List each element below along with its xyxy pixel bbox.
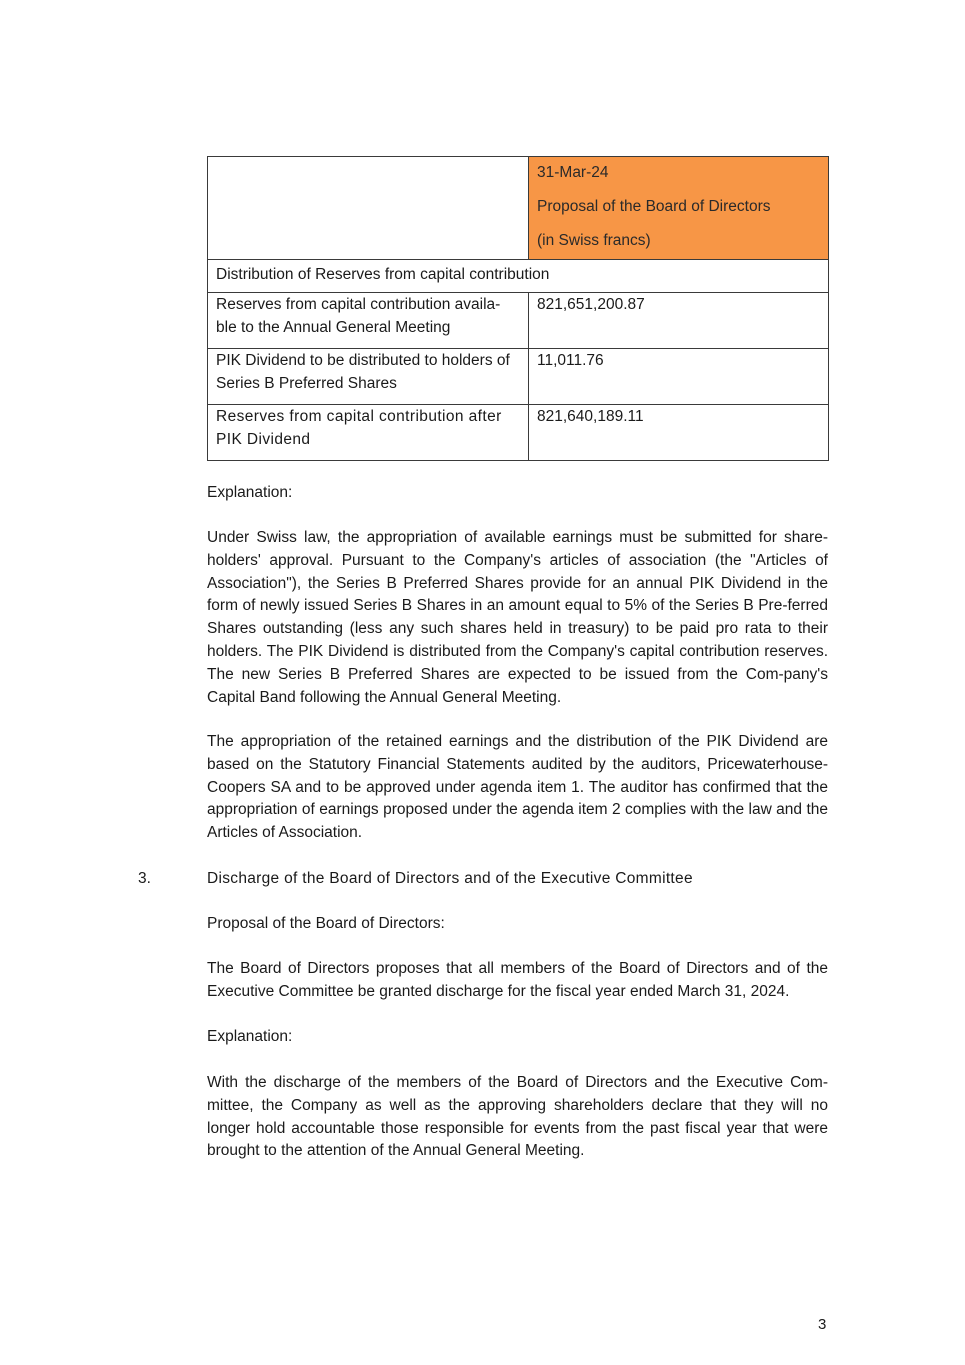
table-header-row (208, 157, 829, 260)
table-row-value: 821,651,200.87 (529, 293, 829, 349)
explanation-heading-text: Explanation: (207, 1028, 293, 1045)
table-row-label-line: Series B Preferred Shares (216, 375, 397, 392)
table-row-label (208, 405, 529, 461)
paragraph-text: Under Swiss law, the appropriation of available earnings must be submitted for share-holders' approval. Pursuant to the Company's articles of association (the "Articles of Association"), the Series B Preferred Shares provide for an annual PIK Dividend in the form of newly issued Series B Shares in an amount equal to 5% of the Series B Pre-ferred Shares outstanding (less any such shares held in treasury) to be paid pro rata to their holders. The PIK Dividend is distributed from the Company's capital contribution reserves. The new Series B Preferred Shares are expected to be issued from the Com-pany's Capital Band following the Annual General Meeting. (207, 529, 828, 706)
proposal-heading (207, 913, 828, 936)
header-date: 31-Mar-24 (537, 164, 609, 181)
explanation-paragraph-1 (207, 527, 828, 709)
table-header-empty-cell (208, 157, 529, 260)
paragraph-text: The Board of Directors proposes that all members of the Board of Directors and of the Executive Committee be granted discharge for the fiscal year ended March 31, 2024. (207, 960, 828, 1000)
table-row-value: 821,640,189.11 (529, 405, 829, 461)
section-number: 3. (138, 870, 151, 887)
table-row-label-line: Reserves from capital contribution after (216, 408, 502, 425)
proposal-paragraph (207, 958, 828, 1004)
table-row-label-line: PIK Dividend (216, 431, 311, 448)
table-section-label: Distribution of Reserves from capital contribution (208, 260, 829, 293)
section-title (207, 868, 828, 891)
page-number: 3 (818, 1316, 827, 1333)
proposal-heading-text: Proposal of the Board of Directors: (207, 915, 445, 932)
paragraph-text: With the discharge of the members of the Board of Directors and the Executive Com-mittee, the Company as well as the approving shareholders declare that they will no longer hold accountable those responsible for events from the past fiscal year that were brought to the attention of the Annual General Meeting. (207, 1074, 828, 1160)
table-row-label (208, 293, 529, 349)
paragraph-text: The appropriation of the retained earnings and the distribution of the PIK Dividend are based on the Statutory Financial Statements audited by the auditors, Pricewaterhouse-Coopers SA and to be approved under agenda item 1. The auditor has confirmed that the appropriation of earnings proposed under the agenda item 2 complies with the law and the Articles of Association. (207, 733, 828, 842)
reserves-distribution-table (207, 156, 829, 461)
table-row (208, 293, 829, 349)
section-explanation-heading (207, 1026, 828, 1049)
table-section-row (208, 260, 829, 293)
table-header-proposal-cell (529, 157, 829, 260)
table-row-label-line: Reserves from capital contribution availa- (216, 296, 501, 313)
header-proposal-label: Proposal of the Board of Directors (537, 198, 771, 215)
section-explanation-paragraph (207, 1072, 828, 1163)
header-currency: (in Swiss francs) (537, 232, 651, 249)
explanation-paragraph-2 (207, 731, 828, 845)
section-title-text: Discharge of the Board of Directors and of the Executive Committee (207, 870, 693, 887)
table-row-value: 11,011.76 (529, 349, 829, 405)
table-row-label-line: PIK Dividend to be distributed to holders of (216, 352, 510, 369)
explanation-heading-text: Explanation: (207, 484, 293, 501)
table-row (208, 405, 829, 461)
table-row (208, 349, 829, 405)
table-row-label (208, 349, 529, 405)
table-row-label-line: ble to the Annual General Meeting (216, 319, 451, 336)
explanation-heading (207, 482, 828, 505)
